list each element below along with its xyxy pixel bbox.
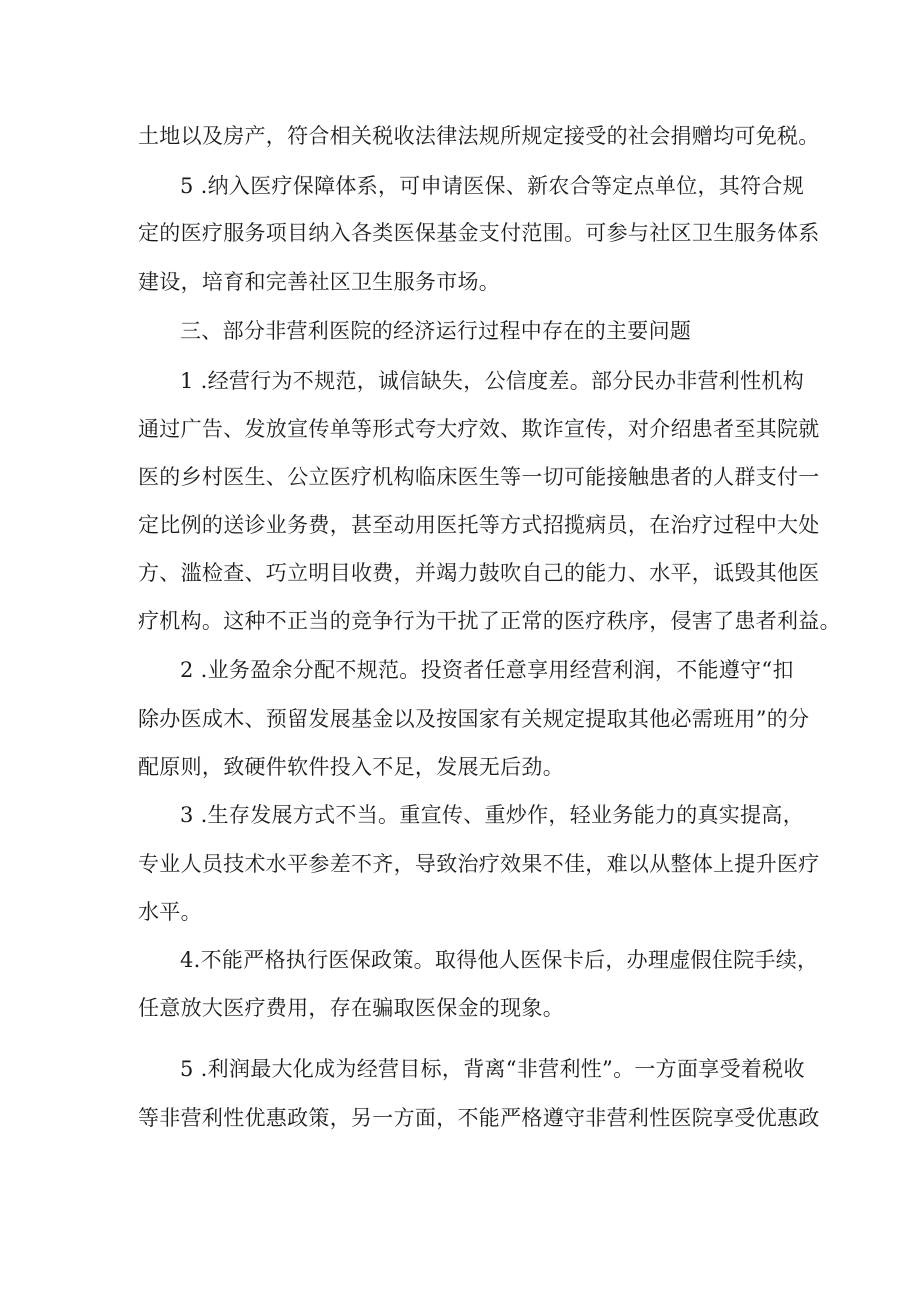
text-line: 方、滥检查、巧立明目收费，并竭力鼓吹自己的能力、水平，诋毁其他医	[138, 561, 820, 585]
text-line: 1 .经营行为不规范，诚信缺失，公信度差。部分民办非营利性机构	[180, 369, 805, 393]
text-line: 3 .生存发展方式不当。重宣传、重炒作，轻业务能力的真实提高，	[180, 803, 805, 827]
text-line: 2 .业务盈余分配不规范。投资者任意享用经营利润，不能遵守“扣	[180, 658, 794, 682]
text-line: 等非营利性优惠政策，另一方面，不能严格遵守非营利性医院享受优惠政	[138, 1106, 820, 1130]
text-line: 任意放大医疗费用，存在骗取医保金的现象。	[138, 996, 564, 1020]
text-line: 水平。	[138, 900, 202, 924]
text-line: 定比例的送诊业务费，甚至动用医托等方式招揽病员，在治疗过程中大处	[138, 513, 820, 537]
text-line: 建设，培育和完善社区卫生服务市场。	[138, 270, 501, 294]
text-line: 5 .利润最大化成为经营目标，背离“非营利性”。一方面享受着税收	[180, 1057, 805, 1081]
text-line: 4.不能严格执行医保政策。取得他人医保卡后，办理虚假住院手续，	[180, 948, 819, 972]
text-line: 5 .纳入医疗保障体系，可申请医保、新农合等定点单位，其符合规	[180, 174, 805, 198]
text-line: 专业人员技术水平参差不齐，导致治疗效果不佳，难以从整体上提升医疗	[138, 852, 820, 876]
text-line: 通过广告、发放宣传单等形式夸大疗效、欺诈宣传，对介绍患者至其院就	[138, 417, 820, 441]
text-line: 医的乡村医生、公立医疗机构临床医生等一切可能接触患者的人群支付一	[138, 465, 820, 489]
text-line: 土地以及房产，符合相关税收法律法规所规定接受的社会捐赠均可免税。	[138, 124, 820, 148]
text-line: 除办医成木、预留发展基金以及按国家有关规定提取其他必需班用”的分	[138, 707, 810, 731]
section-heading: 三、部分非营利医院的经济运行过程中存在的主要问题	[180, 319, 692, 343]
text-line: 配原则，致硬件软件投入不足，发展无后劲。	[138, 755, 564, 779]
text-line: 定的医疗服务项目纳入各类医保基金支付范围。可参与社区卫生服务体系	[138, 221, 820, 245]
text-line: 疗机构。这种不正当的竞争行为干扰了正常的医疗秩序，侵害了患者利益。	[138, 609, 841, 633]
